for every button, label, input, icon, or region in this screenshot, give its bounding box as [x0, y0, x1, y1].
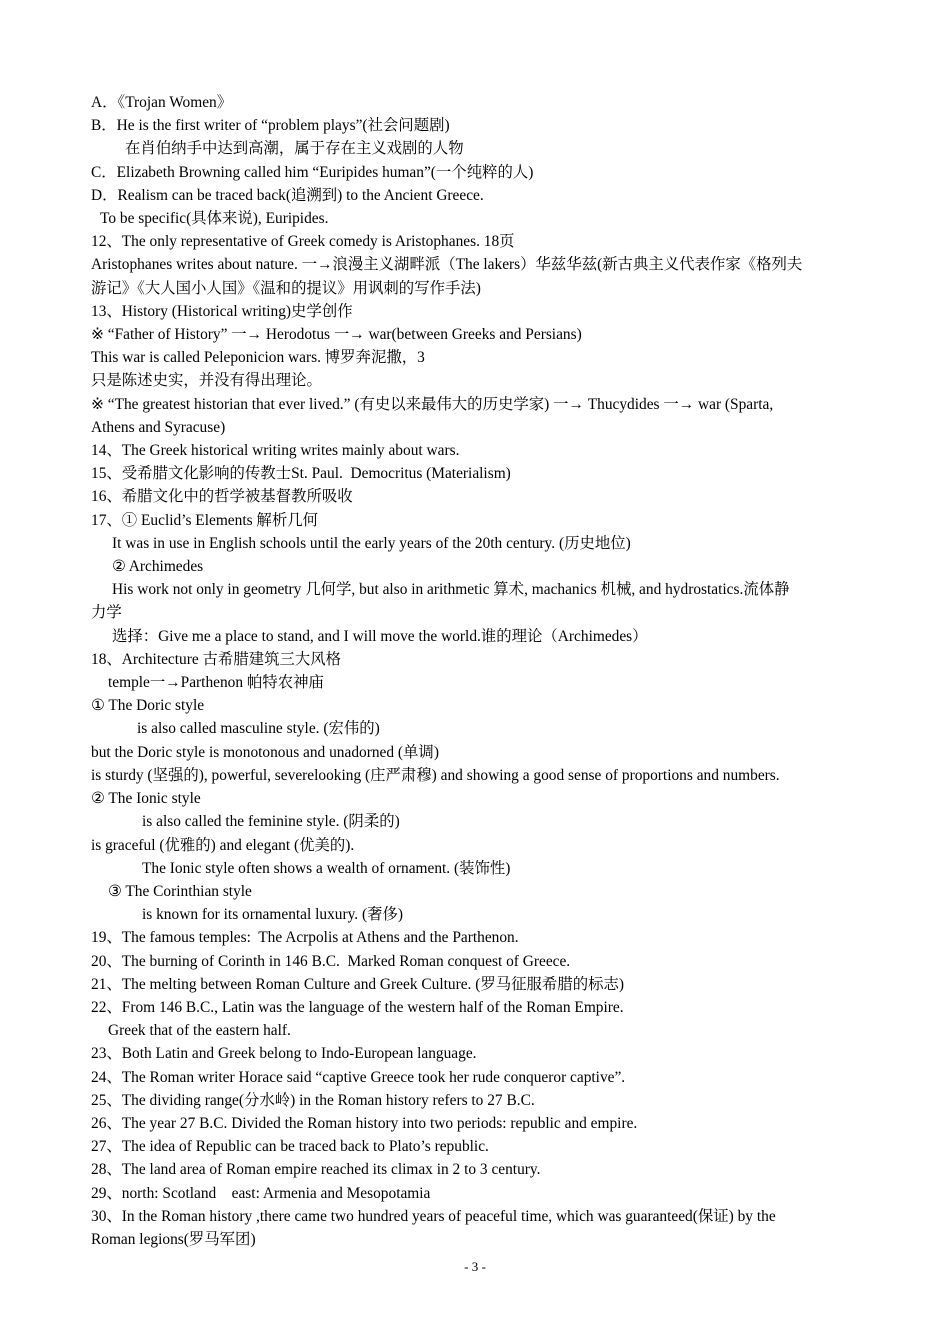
text-line: A．《Trojan Women》 — [91, 94, 233, 111]
text-line: 15、受希腊文化影响的传教士St. Paul. Democritus (Materialism) — [91, 465, 511, 483]
text-line: but the Doric style is monotonous and unadorned (单调) — [91, 743, 439, 761]
text-line: 19、The famous temples: The Acrpolis at Athens and the Parthenon. — [91, 929, 519, 947]
text-line: 在肖伯纳手中达到高潮，属于存在主义戏剧的人物 — [125, 140, 464, 158]
text-line: 14、The Greek historical writing writes mainly about wars. — [91, 442, 460, 460]
text-line: is also called the feminine style. (阴柔的) — [142, 813, 400, 831]
text-line: 17、① Euclid’s Elements 解析几何 — [91, 511, 318, 529]
text-line: To be specific(具体来说), Euripides. — [100, 210, 329, 228]
document-body — [91, 91, 861, 1251]
text-line: Roman legions(罗马军团) — [91, 1230, 256, 1248]
text-line: C．Elizabeth Browning called him “Euripides human”(一个纯粹的人) — [91, 163, 534, 181]
text-line: 12、The only representative of Greek comedy is Aristophanes. 18页 — [91, 233, 515, 251]
text-line: 30、In the Roman history ,there came two hundred years of peaceful time, which was guaranteed(保证) by the — [91, 1207, 776, 1225]
text-line: 25、The dividing range(分水岭) in the Roman history refers to 27 B.C. — [91, 1091, 535, 1109]
text-line: is sturdy (坚强的), powerful, severelooking (庄严肃穆) and showing a good sense of proportions and numbers. — [91, 766, 780, 784]
text-line: Aristophanes writes about nature. 一→浪漫主义湖畔派（The lakers）华兹华兹(新古典主义代表作家《格列夫 — [91, 256, 803, 274]
text-line: ③ The Corinthian style — [108, 882, 252, 900]
text-line: ② Archimedes — [112, 558, 204, 576]
text-line: 游记》《大人国小人国》《温和的提议》用讽刺的写作手法) — [91, 279, 481, 297]
text-line: The Ionic style often shows a wealth of ornament. (装饰性) — [142, 859, 511, 877]
text-line: ※ “The greatest historian that ever lived.” (有史以来最伟大的历史学家) 一→ Thucydides 一→ war (Sparta, — [91, 395, 774, 413]
text-line: 27、The idea of Republic can be traced back to Plato’s republic. — [91, 1138, 489, 1156]
page-number: - 3 - — [464, 1259, 486, 1274]
text-line: ※ “Father of History” 一→ Herodotus 一→ war(between Greeks and Persians) — [91, 326, 582, 344]
text-line: temple一→Parthenon 帕特农神庙 — [108, 674, 324, 692]
text-line: 13、History (Historical writing)史学创作 — [91, 302, 353, 320]
text-line: 22、From 146 B.C., Latin was the language of the western half of the Roman Empire. — [91, 998, 624, 1016]
text-line: 23、Both Latin and Greek belong to Indo-European language. — [91, 1045, 477, 1063]
text-line: ② The Ionic style — [91, 790, 201, 808]
text-line: is known for its ornamental luxury. (奢侈) — [142, 906, 404, 924]
text-line: is graceful (优雅的) and elegant (优美的). — [91, 836, 355, 854]
text-line: is also called masculine style. (宏伟的) — [137, 720, 380, 738]
text-line: 20、The burning of Corinth in 146 B.C. Marked Roman conquest of Greece. — [91, 952, 571, 970]
text-line: B．He is the first writer of “problem plays”(社会问题剧) — [91, 117, 450, 135]
text-line: It was in use in English schools until the early years of the 20th century. (历史地位) — [112, 534, 631, 552]
text-line: 21、The melting between Roman Culture and Greek Culture. (罗马征服希腊的标志) — [91, 975, 625, 993]
text-line: 16、希腊文化中的哲学被基督教所吸收 — [91, 488, 353, 506]
text-line: Athens and Syracuse) — [91, 418, 226, 436]
text-line: 29、north: Scotland east: Armenia and Mesopotamia — [91, 1184, 431, 1202]
text-line: ① The Doric style — [91, 697, 205, 715]
text-line: Greek that of the eastern half. — [108, 1022, 291, 1040]
text-line: His work not only in geometry 几何学, but also in arithmetic 算术, machanics 机械, and hydrostatics.流体静 — [112, 581, 790, 599]
text-line: 26、The year 27 B.C. Divided the Roman history into two periods: republic and empire. — [91, 1114, 638, 1132]
text-line: 24、The Roman writer Horace said “captive Greece took her rude conqueror captive”. — [91, 1068, 626, 1086]
text-line: 选择：Give me a place to stand, and I will move the world.谁的理论（Archimedes） — [112, 627, 648, 645]
text-line: 18、Architecture 古希腊建筑三大风格 — [91, 650, 342, 668]
text-line: D．Realism can be traced back(追溯到) to the Ancient Greece. — [91, 186, 484, 204]
text-line: 28、The land area of Roman empire reached its climax in 2 to 3 century. — [91, 1161, 541, 1179]
text-line: 力学 — [91, 604, 122, 622]
text-line: 只是陈述史实，并没有得出理论。 — [91, 372, 322, 390]
text-line: This war is called Peleponicion wars. 博罗奔泥撒，3 — [91, 349, 425, 367]
